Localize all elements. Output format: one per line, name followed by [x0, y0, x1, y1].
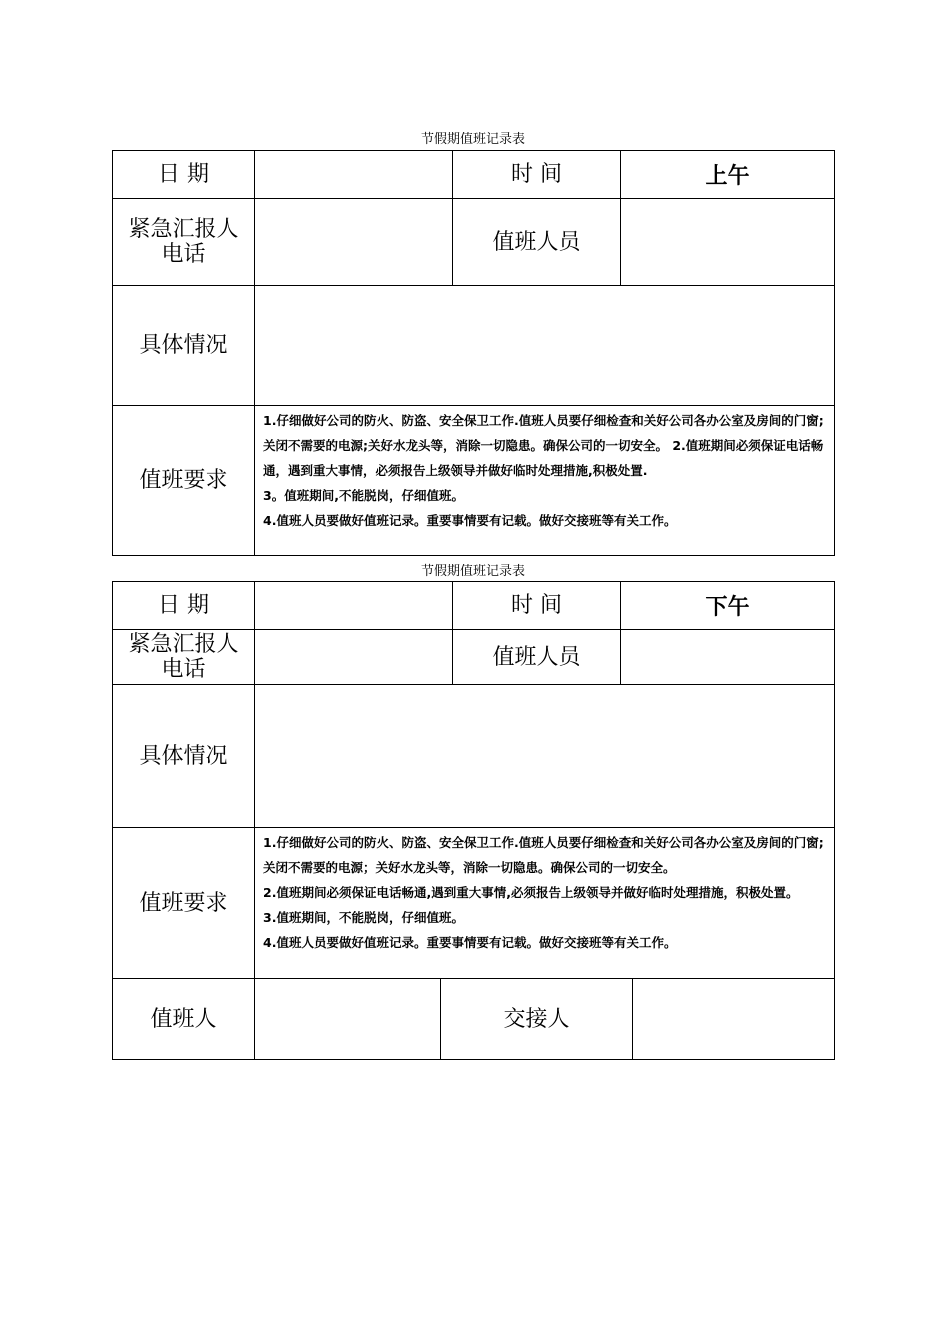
form-1-caption: 节假期值班记录表 [420, 132, 525, 147]
on-duty-field[interactable] [255, 979, 441, 1060]
time-label: 时 间 [453, 582, 621, 630]
form-2-caption: 节假期值班记录表 [420, 564, 525, 579]
requirement-item: 4.值班人员要做好值班记录。重要事情要有记载。做好交接班等有关工作。 [263, 513, 677, 528]
requirement-item: 3。值班期间,不能脱岗，仔细值班。 [263, 488, 464, 503]
reporter-label-line1: 紧急汇报人 [128, 217, 239, 242]
form-1-table [112, 150, 835, 556]
requirements-label: 值班要求 [113, 828, 255, 979]
date-field[interactable] [255, 151, 453, 199]
details-field[interactable] [255, 685, 835, 828]
requirements-label: 值班要求 [113, 406, 255, 556]
date-label: 日 期 [113, 582, 255, 630]
reporter-label-line2: 电话 [161, 657, 206, 682]
reporter-phone-field[interactable] [255, 199, 453, 286]
time-value[interactable]: 下午 [621, 582, 835, 630]
time-value[interactable]: 上午 [621, 151, 835, 199]
form-2-table [112, 581, 835, 1060]
staff-label: 值班人员 [453, 630, 621, 685]
requirement-item: 4.值班人员要做好值班记录。重要事情要有记载。做好交接班等有关工作。 [263, 935, 677, 950]
staff-label: 值班人员 [453, 199, 621, 286]
time-label: 时 间 [453, 151, 621, 199]
requirements-text [255, 828, 835, 979]
date-label: 日 期 [113, 151, 255, 199]
requirement-item: 1.仔细做好公司的防火、防盗、安全保卫工作.值班人员要仔细检查和关好公司各办公室及房间的门窗;关闭不需要的电源;关好水龙头等，消除一切隐患。确保公司的一切安全。 2.值班期间必须保证电话畅通，遇到重大事情，必须报告上级领导并做好临时处理措施,积极处置. [263, 413, 824, 478]
handover-field[interactable] [633, 979, 835, 1060]
date-field[interactable] [255, 582, 453, 630]
handover-label: 交接人 [441, 979, 633, 1060]
reporter-phone-label [113, 199, 255, 286]
requirement-item: 2.值班期间必须保证电话畅通,遇到重大事情,必须报告上级领导并做好临时处理措施，积极处置。 [263, 885, 799, 900]
staff-field[interactable] [621, 199, 835, 286]
staff-field[interactable] [621, 630, 835, 685]
details-field[interactable] [255, 286, 835, 406]
requirements-text [255, 406, 835, 556]
reporter-label-line1: 紧急汇报人 [128, 632, 239, 657]
details-label: 具体情况 [113, 286, 255, 406]
on-duty-label: 值班人 [113, 979, 255, 1060]
requirement-item: 1.仔细做好公司的防火、防盗、安全保卫工作.值班人员要仔细检查和关好公司各办公室及房间的门窗;关闭不需要的电源；关好水龙头等，消除一切隐患。确保公司的一切安全。 [263, 835, 824, 875]
reporter-phone-label [113, 630, 255, 685]
requirement-item: 3.值班期间，不能脱岗，仔细值班。 [263, 910, 464, 925]
reporter-phone-field[interactable] [255, 630, 453, 685]
reporter-label-line2: 电话 [161, 242, 206, 267]
details-label: 具体情况 [113, 685, 255, 828]
